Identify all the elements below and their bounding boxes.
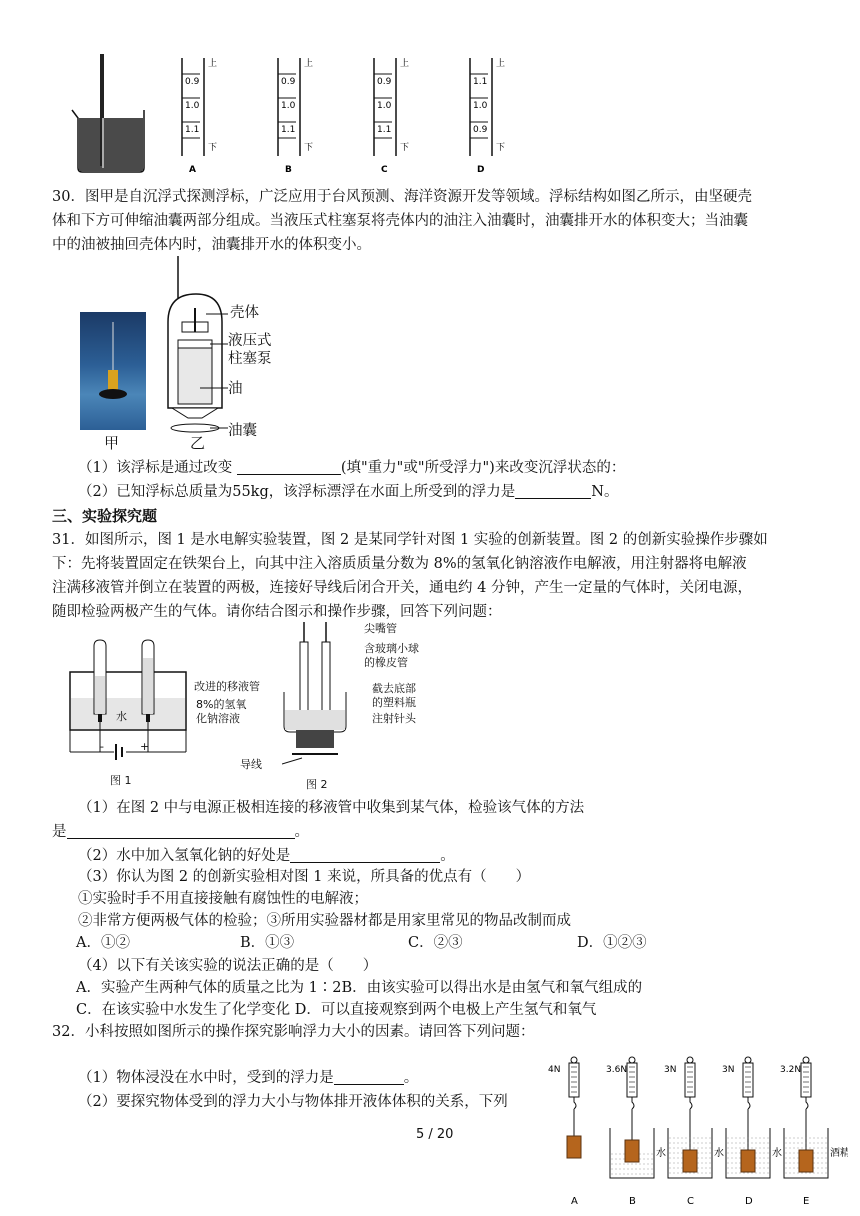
electrolysis-figure-2 [282, 618, 362, 774]
q32-sub1: （1）物体浸没在水中时，受到的浮力是 。 [78, 1070, 419, 1086]
setup-letter: E [803, 1196, 810, 1207]
spring-scale-setup-e [780, 1057, 848, 1207]
tick-label: 1.1 [185, 125, 200, 135]
q31-sub3-choice-d[interactable]: D．①②③ [577, 935, 647, 951]
tick-label: 1.1 [473, 77, 488, 87]
fig-jia-label: 甲 [104, 434, 120, 452]
hydrometer-figure [60, 52, 520, 174]
q32-sub2: （2）要探究物体受到的浮力大小与物体排开液体体积的关系，下列 [78, 1094, 508, 1110]
fig1-water-label: 水 [116, 710, 127, 723]
top-mark: 上 [304, 59, 314, 69]
q31-sub3-option2: ②非常方便两极气体的检验；③所用实验器材都是用家里常见的物品改制而成 [78, 913, 571, 929]
q32-line1: 32．小科按照如图所示的操作探究影响浮力大小的因素。请回答下列问题： [52, 1024, 535, 1040]
q31-sub3-choice-a[interactable]: A．①② [76, 935, 130, 951]
tick-label: 0.9 [185, 77, 200, 87]
spring-scale-figure-svg [548, 1054, 848, 1214]
bottom-mark: 下 [496, 143, 506, 153]
q30-line3: 中的油被抽回壳体内时，油囊排开水的体积变小。 [52, 237, 371, 253]
bottom-mark: 下 [208, 143, 218, 153]
setup-letter: B [629, 1196, 636, 1207]
q31-sub4-line1: A．实验产生两种气体的质量之比为 1∶2B．由该实验可以得出水是由氢气和氧气组成的 [76, 980, 643, 996]
fig2-label-wire: 导线 [240, 758, 262, 771]
hydrometer-scale-a [182, 57, 217, 174]
scale-reading: 3N [722, 1065, 735, 1075]
electrolysis-figure-1 [64, 636, 194, 770]
fig2-label-pipette: 改进的移液管 [194, 680, 260, 693]
q31-sub1b: 是 。 [52, 824, 309, 840]
spring-scale-setup-c [664, 1057, 724, 1207]
q31-sub1a: （1）在图 2 中与电源正极相连接的移液管中收集到某气体，检验该气体的方法 [78, 800, 585, 816]
beaker-diagram [72, 54, 144, 172]
fig1-caption: 图 1 [110, 774, 132, 787]
q31-line2: 下：先将装置固定在铁架台上，向其中注入溶质质量分数为 8%的氢氧化钠溶液作电解液，用注射器将电解液 [52, 556, 747, 572]
setup-letter: D [745, 1196, 753, 1207]
fig2-label-naoh1: 8%的氢氧 [196, 698, 247, 711]
liquid-label: 水 [656, 1148, 666, 1159]
bottom-mark: 下 [400, 143, 410, 153]
q30-line2: 体和下方可伸缩油囊两部分组成。当液压式柱塞泵将壳体内的油注入油囊时，油囊排开水的体积变大；当油囊 [52, 213, 748, 229]
option-letter: D [477, 165, 485, 174]
tick-label: 0.9 [281, 77, 296, 87]
q31-sub3-option1: ①实验时手不用直接接触有腐蚀性的电解液； [78, 891, 368, 907]
q32-sub1-answer-blank[interactable] [334, 1069, 404, 1085]
section-title: 三、实验探究题 [52, 507, 158, 525]
q30-sub2: （2）已知浮标总质量为55kg，该浮标漂浮在水面上所受到的浮力是 N。 [78, 484, 619, 500]
top-mark: 上 [496, 59, 506, 69]
tick-label: 1.1 [281, 125, 296, 135]
page-number: 5 / 20 [416, 1127, 454, 1142]
q30-sub1: （1）该浮标是通过改变 (填"重力"或"所受浮力")来改变沉浮状态的： [78, 460, 626, 476]
fig2-label-rubber2: 的橡皮管 [364, 656, 408, 669]
q30-sub2-answer-blank[interactable] [515, 483, 591, 499]
bottom-mark: 下 [304, 143, 314, 153]
fig2-label-needle: 注射针头 [372, 712, 416, 725]
q30-sub1-answer-blank[interactable] [237, 459, 341, 475]
option-letter: B [285, 165, 292, 174]
scale-reading: 4N [548, 1065, 561, 1075]
q31-sub3: （3）你认为图 2 的创新实验相对图 1 来说，所具备的优点有（ ） [78, 869, 531, 885]
fig1-plus-label: + [140, 740, 150, 753]
label-pump2: 柱塞泵 [228, 351, 272, 367]
q31-sub1-answer-blank[interactable] [67, 823, 295, 839]
tick-label: 1.0 [281, 101, 296, 111]
fig2-caption: 图 2 [306, 778, 328, 791]
label-bag: 油囊 [228, 423, 257, 439]
option-letter: C [381, 165, 388, 174]
tick-label: 1.1 [377, 125, 392, 135]
q31-line4: 随即检验两极产生的气体。请你结合图示和操作步骤，回答下列问题： [52, 604, 502, 620]
tick-label: 1.0 [185, 101, 200, 111]
spring-scale-setup-b [606, 1057, 666, 1207]
fig2-label-bottle2: 的塑料瓶 [372, 696, 416, 709]
fig2-label-nozzle: 尖嘴管 [364, 622, 397, 635]
tick-label: 1.0 [377, 101, 392, 111]
q31-sub4-line2: C．在该实验中水发生了化学变化 D．可以直接观察到两个电极上产生氢气和氧气 [76, 1002, 597, 1018]
scale-reading: 3.2N [780, 1065, 802, 1075]
scale-reading: 3.6N [606, 1065, 628, 1075]
q31-sub4: （4）以下有关该实验的说法正确的是（ ） [78, 958, 378, 974]
q31-sub3-choice-b[interactable]: B．①③ [240, 935, 295, 951]
label-oil: 油 [228, 381, 243, 397]
buoy-photo [80, 312, 146, 430]
hydrometer-scale-c [374, 57, 409, 174]
label-shell: 壳体 [230, 305, 259, 321]
scale-reading: 3N [664, 1065, 677, 1075]
tick-label: 0.9 [377, 77, 392, 87]
fig2-label-bottle1: 截去底部 [372, 682, 416, 695]
fig-yi-label: 乙 [190, 434, 206, 452]
q31-sub2: （2）水中加入氢氧化钠的好处是 。 [78, 848, 455, 864]
q30-line1: 30．图甲是自沉浮式探测浮标，广泛应用于台风预测、海洋资源开发等领域。浮标结构如图乙所示，由坚硬壳 [52, 189, 752, 205]
spring-scale-setup-d [722, 1057, 782, 1207]
liquid-label: 水 [772, 1148, 782, 1159]
spring-scale-figure [548, 1054, 848, 1214]
fig2-label-naoh2: 化钠溶液 [196, 712, 240, 725]
label-pump1: 液压式 [228, 333, 272, 349]
hydrometer-scale-d [470, 57, 505, 174]
tick-label: 0.9 [473, 125, 488, 135]
fig1-minus-label: - [100, 740, 104, 753]
q31-sub3-choice-c[interactable]: C．②③ [408, 935, 463, 951]
tick-label: 1.0 [473, 101, 488, 111]
setup-letter: C [687, 1196, 694, 1207]
liquid-label: 酒精 [830, 1148, 848, 1159]
top-mark: 上 [400, 59, 410, 69]
spring-scale-setup-a [548, 1057, 581, 1207]
top-mark: 上 [208, 59, 218, 69]
q31-line3: 注满移液管并倒立在装置的两极，连接好导线后闭合开关，通电约 4 分钟，产生一定量的气体时，关闭电源， [52, 580, 752, 596]
liquid-label: 水 [714, 1148, 724, 1159]
q31-line1: 31．如图所示，图 1 是水电解实验装置，图 2 是某同学针对图 1 实验的创新装置。图 2 的创新实验操作步骤如 [52, 532, 768, 548]
q31-sub2-answer-blank[interactable] [290, 847, 440, 863]
setup-letter: A [571, 1196, 578, 1207]
hydrometer-figure-svg [60, 52, 520, 174]
fig2-label-rubber1: 含玻璃小球 [364, 642, 419, 655]
hydrometer-scale-b [278, 57, 313, 174]
option-letter: A [189, 165, 196, 174]
